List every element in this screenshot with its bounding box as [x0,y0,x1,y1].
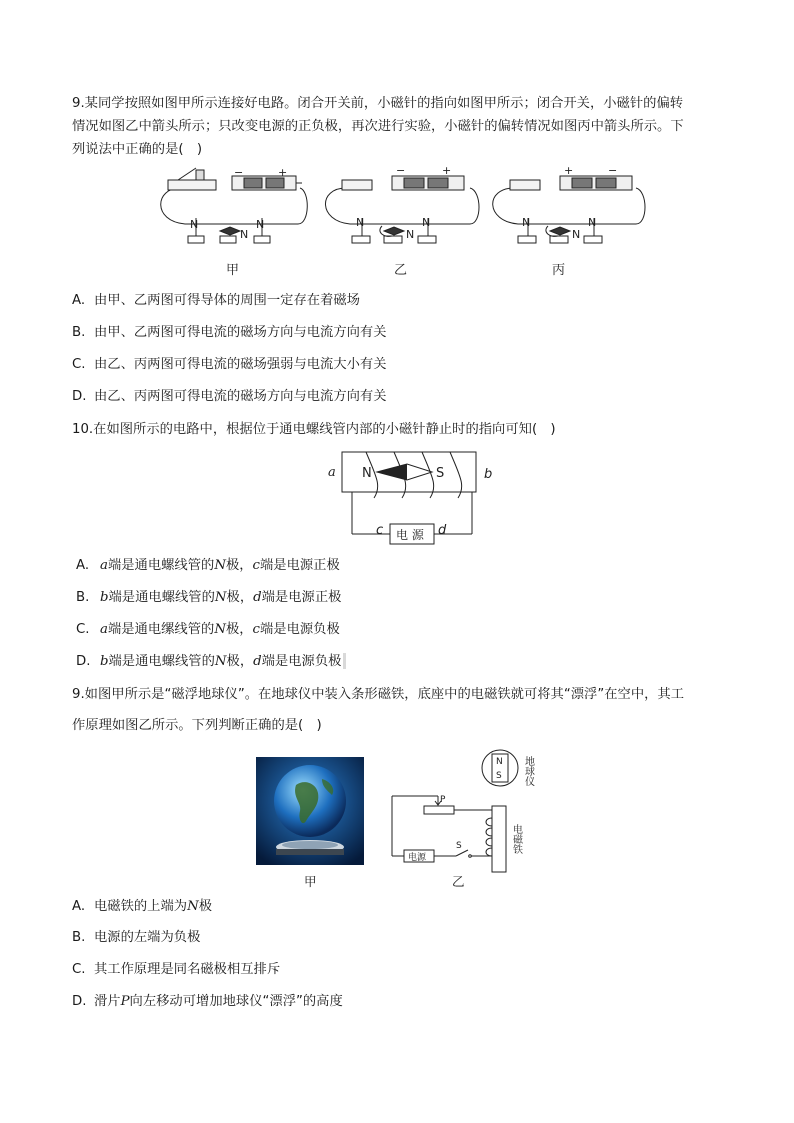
globe-side-label: 地球仪 [522,756,534,786]
label-d: d [438,523,447,538]
label-c: c [376,523,384,538]
fig-bing-pole-n-left: N [522,216,531,229]
fig-bing-pole-n-mid: N [572,228,581,241]
slider-p-label: P [440,795,446,805]
fig-bing-caption: 丙 [552,263,566,278]
fig-yi-pole-n-left: N [356,216,365,229]
label-b: b [484,467,493,482]
q9b-option-d[interactable]: D. 滑片P向左移动可增加地球仪“漂浮”的高度 [72,994,343,1009]
electromagnet-core [492,806,506,872]
switch-s-label: S [456,841,462,851]
fig-bing-pole-n-right: N [588,216,597,229]
q9a-option-c[interactable]: C. 由乙、丙两图可得电流的磁场强弱与电流大小有关 [72,357,387,372]
q9b-option-c[interactable]: C. 其工作原理是同名磁极相互排斥 [72,962,281,977]
fig-jia-caption: 甲 [226,263,240,278]
q9a-option-a[interactable]: A. 由甲、乙两图可得导体的周围一定存在着磁场 [72,293,360,308]
fig-jia-circuit [161,168,308,243]
fig-yi-pole-n-right: N [422,216,431,229]
fig-yi-pole-n-mid: N [406,228,415,241]
fig-bing-plus: + [564,166,574,177]
needle-n-label: N [362,466,372,481]
q9b-caption-jia: 甲 [304,874,317,889]
fig-bing-minus: − [608,166,618,177]
q10-solenoid-figure [322,446,502,548]
label-a: a [328,465,336,480]
fig-jia-pole-n-left: N [190,218,199,231]
q10-option-c[interactable]: C. a端是通电缧线管的N极，c端是电源负极 [76,622,340,637]
fig-yi-plus: + [442,166,452,177]
fig-jia-plus: + [278,166,288,179]
power-label: 电源 [408,853,427,863]
q9a-option-b[interactable]: B. 由甲、乙两图可得电流的磁场方向与电流方向有关 [72,325,387,340]
fig-jia-pole-n-right: N [256,218,265,231]
q10-stem: 10.在如图所示的电路中，根据位于通电螺线管内部的小磁针静止时的指向可知( ) [72,422,556,437]
q9a-option-d[interactable]: D. 由乙、丙两图可得电流的磁场方向与电流方向有关 [72,389,387,404]
q9a-stem-line3: 列说法中正确的是( ) [72,142,203,157]
q9b-option-b[interactable]: B. 电源的左端为负极 [72,930,201,945]
q10-option-d[interactable]: D. b端是通电螺线管的N极，d端是电源负极 [76,652,346,672]
q10-option-b[interactable]: B. b端是通电螺线管的N极，d端是电源正极 [76,590,342,605]
needle-s-label: S [436,466,445,481]
q10-option-a[interactable]: A. a端是通电螺线管的N极，c端是电源正极 [76,558,340,573]
magnet-s-label: S [496,771,502,781]
q9a-circuit-figures [150,166,650,281]
q9a-stem-line2: 情况如图乙中箭头所示；只改变电源的正负极，再次进行实验，小磁针的偏转情况如图丙中箭头所示。下 [72,119,684,134]
fig-yi-caption: 乙 [394,263,408,278]
fig-jia-pole-n-mid: N [240,228,249,241]
power-source-label: 电 源 [396,528,424,542]
levitating-globe-photo [256,757,364,865]
text-cursor [343,653,346,669]
q9b-stem-line2: 作原理如图乙所示。下列判断正确的是( ) [72,718,322,733]
compass-needle-n-half [377,464,407,480]
q9a-stem-line1: 9.某同学按照如图甲所示连接好电路。闭合开关前，小磁针的指向如图甲所示；闭合开关，小磁针的偏转 [72,96,684,111]
rheostat [424,806,454,814]
q9b-caption-yi: 乙 [452,874,465,889]
fig-yi-minus: − [396,166,406,177]
electromagnet-side-label: 电磁铁 [510,824,522,854]
fig-yi-circuit [325,176,479,243]
fig-jia-minus: − [234,166,244,179]
fig-bing-circuit [493,176,645,243]
q9b-circuit-schematic [388,746,548,876]
q9b-stem-line1: 9.如图甲所示是“磁浮地球仪”。在地球仪中装入条形磁铁，底座中的电磁铁就可将其“漂浮”在空中，其工 [72,687,685,702]
magnet-n-label: N [496,757,503,767]
q9b-option-a[interactable]: A. 电磁铁的上端为N极 [72,899,213,914]
